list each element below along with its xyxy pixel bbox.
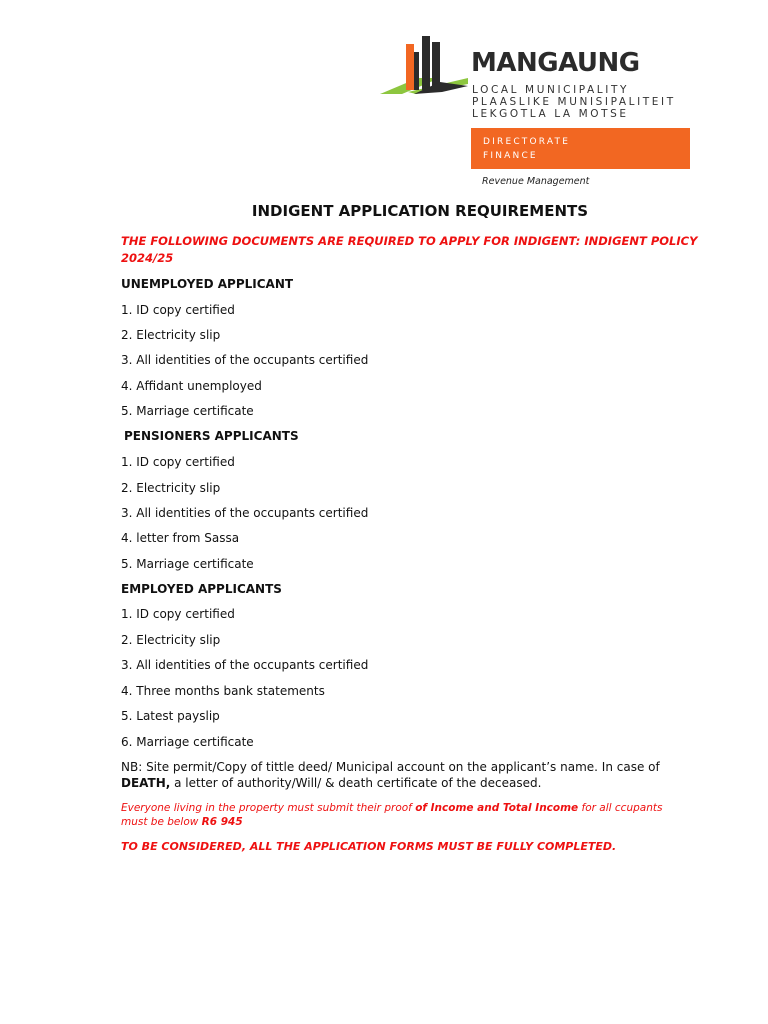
- section-heading-employed: EMPLOYED APPLICANTS: [121, 582, 282, 596]
- logo-subtitle-line: PLAASLIKE MUNISIPALITEIT: [472, 96, 676, 108]
- income-note-text: Everyone living in the property must submit their proof: [121, 802, 416, 814]
- list-item: 2. Electricity slip: [121, 481, 221, 495]
- list-item: 3. All identities of the occupants certified: [121, 658, 369, 672]
- list-item: 4. Three months bank statements: [121, 684, 325, 698]
- department-label: Revenue Management: [482, 176, 590, 187]
- nb-death-emphasis: DEATH,: [121, 776, 171, 790]
- directorate-label: DIRECTORATE: [483, 137, 571, 147]
- logo-subtitle-line: LOCAL MUNICIPALITY: [472, 84, 629, 96]
- page-title: INDIGENT APPLICATION REQUIREMENTS: [251, 202, 589, 220]
- income-threshold-amount: R6 945: [201, 816, 243, 828]
- income-requirement-note: [121, 801, 681, 829]
- section-heading-pensioners: PENSIONERS APPLICANTS: [124, 429, 299, 443]
- list-item: 1. ID copy certified: [121, 607, 235, 621]
- list-item: 2. Electricity slip: [121, 633, 221, 647]
- list-item: 6. Marriage certificate: [121, 735, 254, 749]
- requirements-notice: THE FOLLOWING DOCUMENTS ARE REQUIRED TO APPLY FOR INDIGENT: INDIGENT POLICY 2024/25: [121, 234, 698, 265]
- list-item: 5. Marriage certificate: [121, 404, 254, 418]
- directorate-banner: [471, 128, 690, 169]
- list-item: 5. Latest payslip: [121, 709, 220, 723]
- logo-name: MANGAUNG: [471, 48, 640, 78]
- list-item: 4. letter from Sassa: [121, 531, 240, 545]
- list-item: 4. Affidant unemployed: [121, 379, 262, 393]
- list-item: 3. All identities of the occupants certified: [121, 353, 369, 367]
- nb-text: NB: Site permit/Copy of tittle deed/ Municipal account on the applicant’s name. In case of: [121, 760, 660, 774]
- nb-text-continued: a letter of authority/Will/ & death certificate of the deceased.: [170, 776, 542, 790]
- nb-paragraph: [121, 759, 681, 791]
- directorate-finance-label: FINANCE: [483, 151, 538, 161]
- list-item: 1. ID copy certified: [121, 455, 235, 469]
- list-item: 2. Electricity slip: [121, 328, 221, 342]
- list-item: 1. ID copy certified: [121, 303, 235, 317]
- section-heading-unemployed: UNEMPLOYED APPLICANT: [121, 277, 294, 291]
- income-note-text-continued: for all ccupants must be below: [121, 802, 663, 828]
- income-note-emphasis: of Income and Total Income: [415, 802, 579, 814]
- completion-warning: TO BE CONSIDERED, ALL THE APPLICATION FORMS MUST BE FULLY COMPLETED.: [121, 840, 617, 853]
- list-item: 3. All identities of the occupants certified: [121, 506, 369, 520]
- building-logo-icon: [378, 34, 470, 98]
- municipality-logo: [378, 34, 690, 194]
- list-item: 5. Marriage certificate: [121, 557, 254, 571]
- logo-subtitle-line: LEKGOTLA LA MOTSE: [472, 108, 629, 120]
